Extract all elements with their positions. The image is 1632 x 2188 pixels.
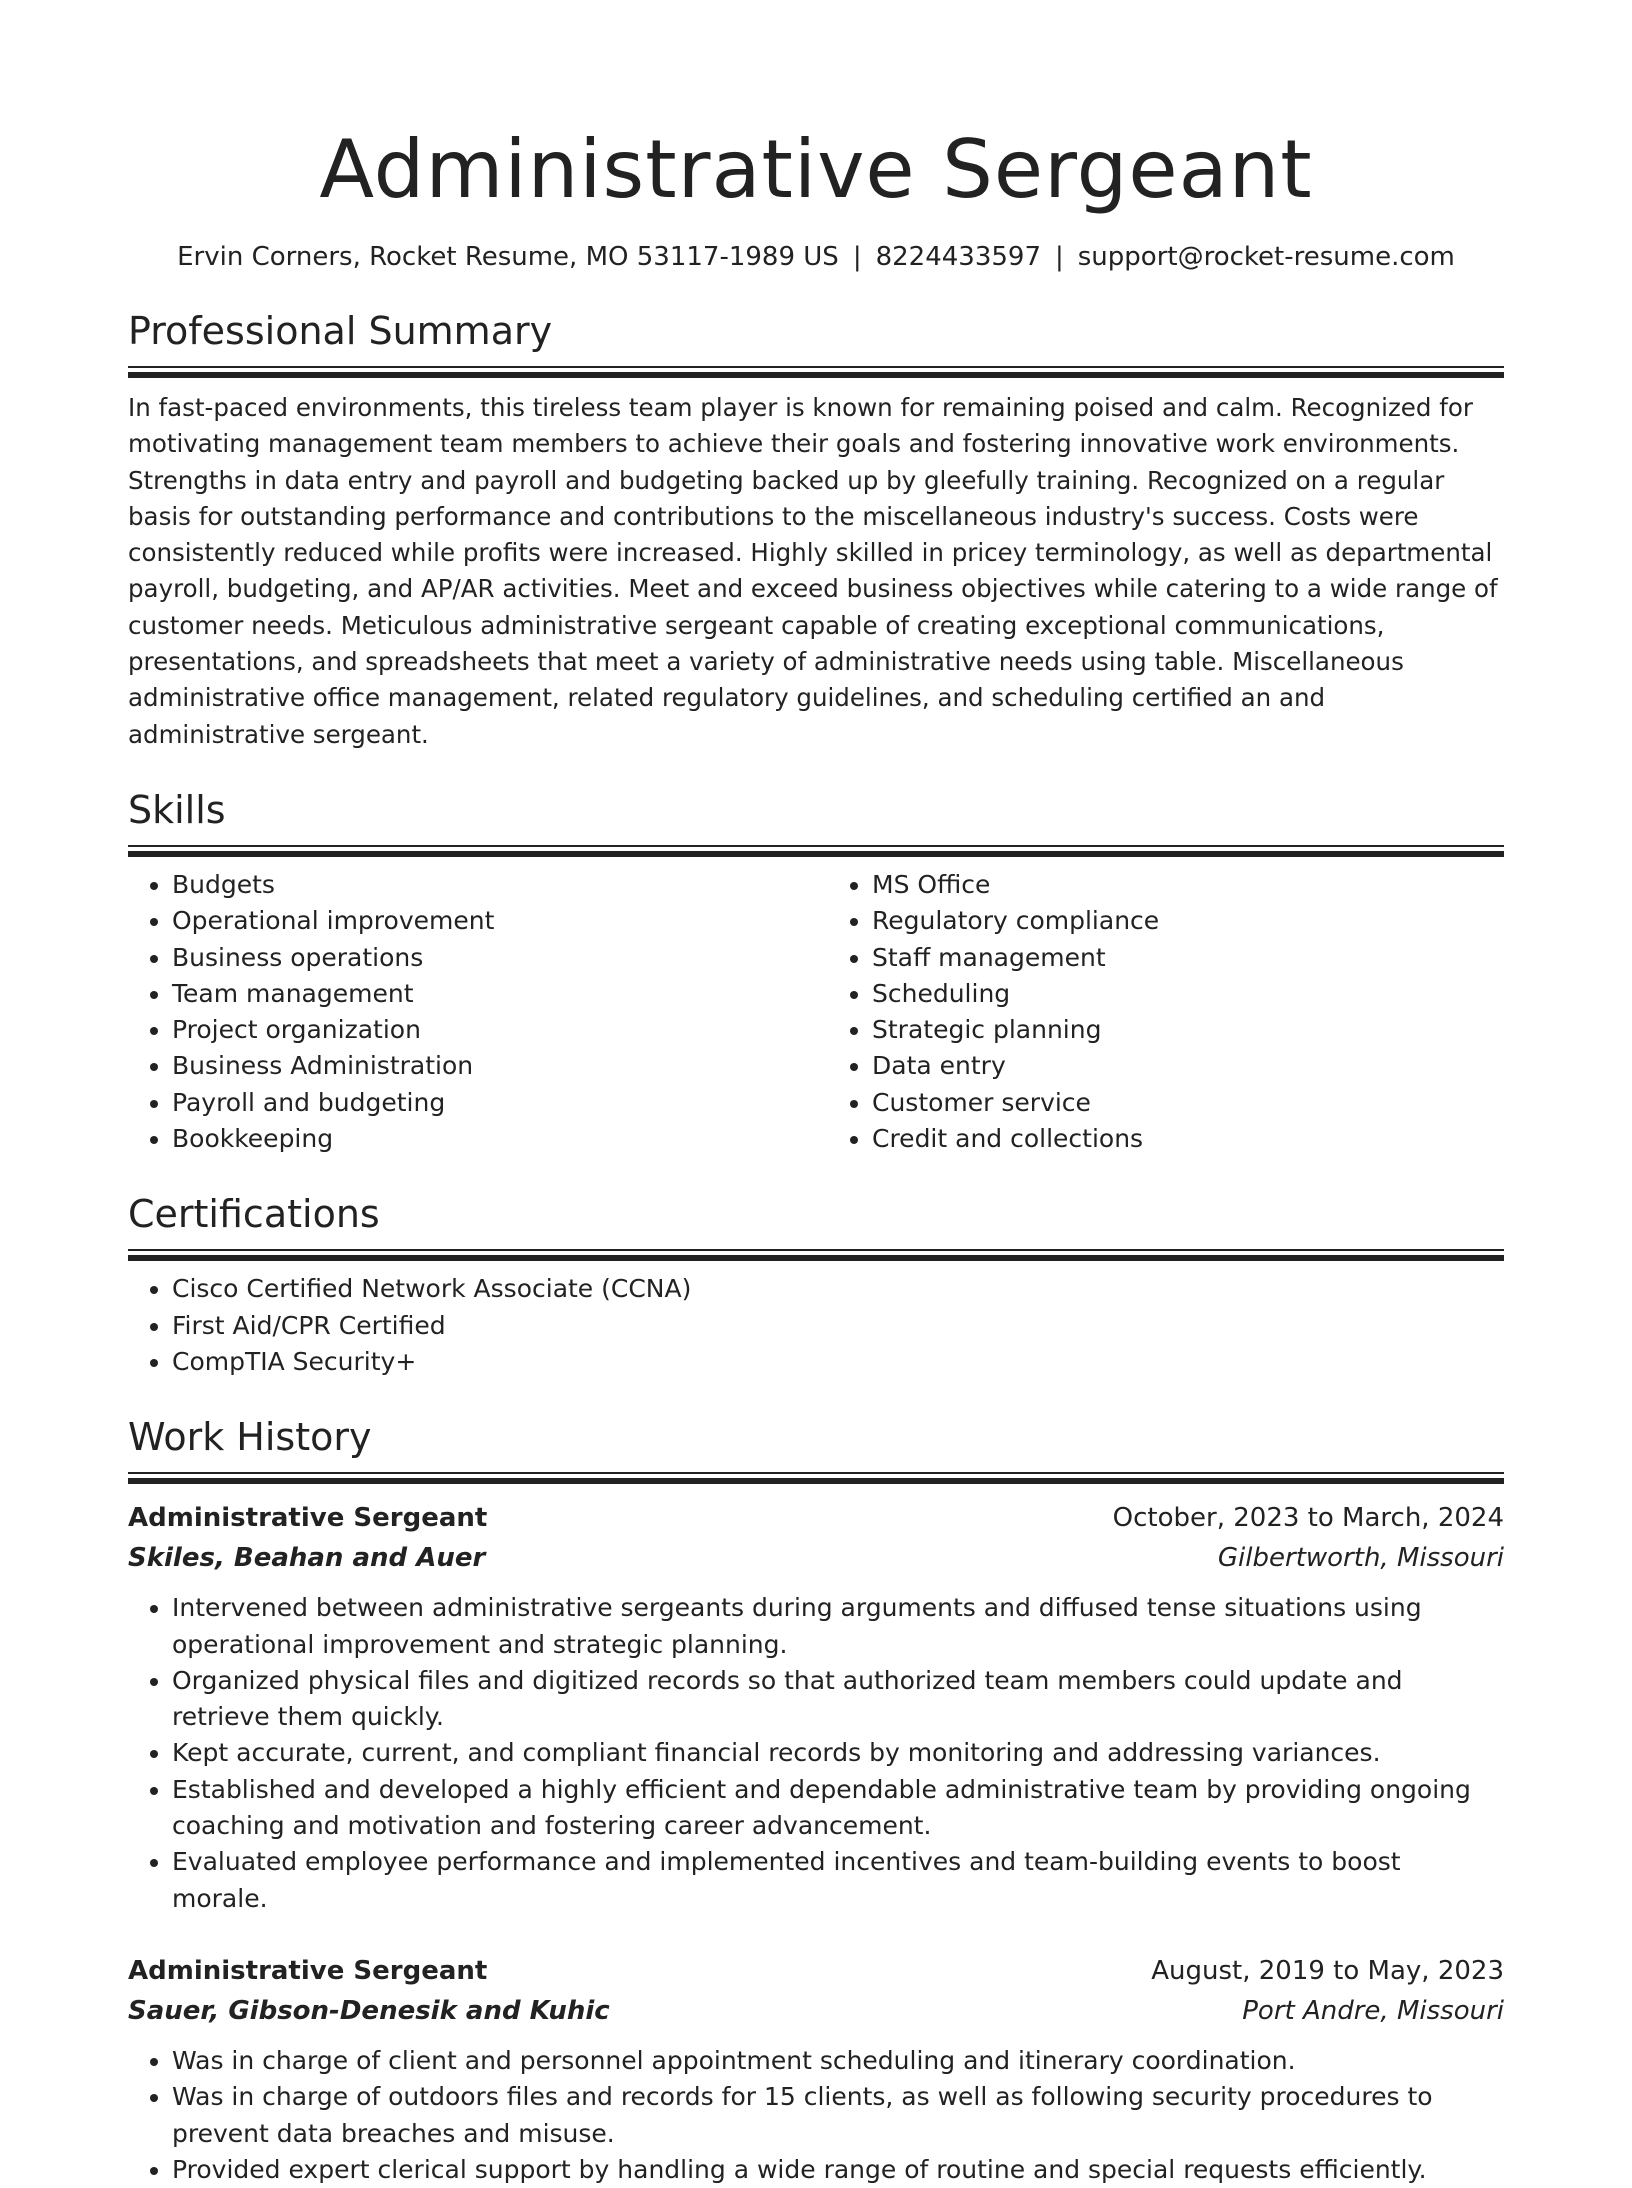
- job-location: Gilbertworth, Missouri: [1217, 1543, 1504, 1574]
- skill-item: • Team management: [172, 976, 816, 1012]
- skill-item: • Credit and collections: [872, 1121, 1504, 1157]
- skill-item: • Operational improvement: [172, 903, 816, 939]
- section-heading-work-history: Work History: [128, 1415, 372, 1460]
- job-bullet: • Organized physical files and digitized records so that authorized team members could update and retrieve them quickly.: [172, 1663, 1504, 1736]
- job-location: Port Andre, Missouri: [1242, 1995, 1504, 2026]
- contact-email[interactable]: support@rocket-resume.com: [1077, 242, 1455, 272]
- skill-item: • Business Administration: [172, 1048, 816, 1084]
- skills-list-right: [816, 867, 1504, 1157]
- job-company: Sauer, Gibson-Denesik and Kuhic: [128, 1995, 610, 2026]
- skill-item: • Data entry: [872, 1048, 1504, 1084]
- contact-phone: 8224433597: [875, 242, 1041, 272]
- resume-title: Administrative Sergeant: [319, 123, 1313, 216]
- job-dates: August, 2019 to May, 2023: [1151, 1955, 1504, 1986]
- skill-item: • MS Office: [872, 867, 1504, 903]
- skills-grid: [128, 867, 1504, 1157]
- certifications-list: [128, 1271, 1504, 1380]
- contact-line: [128, 240, 1504, 274]
- section-divider: [128, 366, 1504, 378]
- job-bullet: • Established and developed a highly efficient and dependable administrative team by providing ongoing coaching and motivation and fostering career advancement.: [172, 1772, 1504, 1845]
- job-bullet: • Kept accurate, current, and compliant financial records by monitoring and addressing variances.: [172, 1735, 1504, 1771]
- contact-address: Ervin Corners, Rocket Resume, MO 53117-1989 US: [177, 242, 839, 272]
- summary-section: [128, 308, 1504, 753]
- section-heading-summary: Professional Summary: [128, 309, 553, 353]
- job-bullets: [128, 2043, 1504, 2188]
- job-dates: October, 2023 to March, 2024: [1112, 1503, 1504, 1534]
- certifications-section: [128, 1191, 1504, 1380]
- skill-item: • Customer service: [872, 1085, 1504, 1121]
- job-subheader-row: [128, 1991, 1504, 2031]
- skills-list-left: [128, 867, 816, 1157]
- section-divider: [128, 845, 1504, 857]
- skill-item: • Staff management: [872, 940, 1504, 976]
- skill-item: • Project organization: [172, 1012, 816, 1048]
- job-bullet: • Was in charge of outdoors files and records for 15 clients, as well as following security procedures to prevent data breaches and misuse.: [172, 2079, 1504, 2152]
- job-entry: [128, 1951, 1504, 2188]
- skill-item: • Business operations: [172, 940, 816, 976]
- certification-item: • First Aid/CPR Certified: [172, 1308, 1504, 1344]
- section-heading-certifications: Certifications: [128, 1192, 380, 1237]
- skill-item: • Bookkeeping: [172, 1121, 816, 1157]
- skill-item: • Strategic planning: [872, 1012, 1504, 1048]
- job-title: Administrative Sergeant: [128, 1955, 488, 1986]
- job-bullet: • Provided expert clerical support by handling a wide range of routine and special requests efficiently.: [172, 2152, 1504, 2188]
- job-bullet: • Evaluated employee performance and implemented incentives and team-building events to boost morale.: [172, 1844, 1504, 1917]
- job-bullets: [128, 1590, 1504, 1917]
- skill-item: • Scheduling: [872, 976, 1504, 1012]
- job-header-row: [128, 1498, 1504, 1538]
- section-divider: [128, 1249, 1504, 1261]
- job-subheader-row: [128, 1538, 1504, 1578]
- skill-item: • Regulatory compliance: [872, 903, 1504, 939]
- contact-separator: |: [852, 242, 862, 272]
- job-company: Skiles, Beahan and Auer: [128, 1543, 486, 1574]
- skill-item: • Budgets: [172, 867, 816, 903]
- job-bullet: • Intervened between administrative sergeants during arguments and diffused tense situations using operational improvement and strategic planning.: [172, 1590, 1504, 1663]
- certification-item: • Cisco Certified Network Associate (CCNA): [172, 1271, 1504, 1307]
- skill-item: • Payroll and budgeting: [172, 1085, 816, 1121]
- job-title: Administrative Sergeant: [128, 1503, 488, 1534]
- section-divider: [128, 1472, 1504, 1484]
- job-entry: [128, 1498, 1504, 1917]
- section-heading-skills: Skills: [128, 787, 226, 832]
- summary-text: In fast-paced environments, this tireless team player is known for remaining poised and calm. Recognized for motivating management team members to achieve their goals and fostering innovative work environments. Strengths in data entry and payroll and budgeting backed up by gleefully training. Recognized on a regular basis for outstanding performance and contributions to the miscellaneous industry's success. Costs were consistently reduced while profits were increased. Highly skilled in pricey terminology, as well as departmental payroll, budgeting, and AP/AR activities. Meet and exceed business objectives while catering to a wide range of customer needs. Meticulous administrative sergeant capable of creating exceptional communications, presentations, and spreadsheets that meet a variety of administrative needs using table. Miscellaneous administrative office management, related regulatory guidelines, and scheduling certified an and administrative sergeant.: [128, 393, 1498, 749]
- work-history-section: [128, 1414, 1504, 2188]
- contact-separator: |: [1055, 242, 1064, 272]
- job-header-row: [128, 1951, 1504, 1991]
- skills-section: [128, 787, 1504, 1157]
- job-bullet: • Was in charge of client and personnel appointment scheduling and itinerary coordination.: [172, 2043, 1504, 2079]
- certification-item: • CompTIA Security+: [172, 1344, 1504, 1380]
